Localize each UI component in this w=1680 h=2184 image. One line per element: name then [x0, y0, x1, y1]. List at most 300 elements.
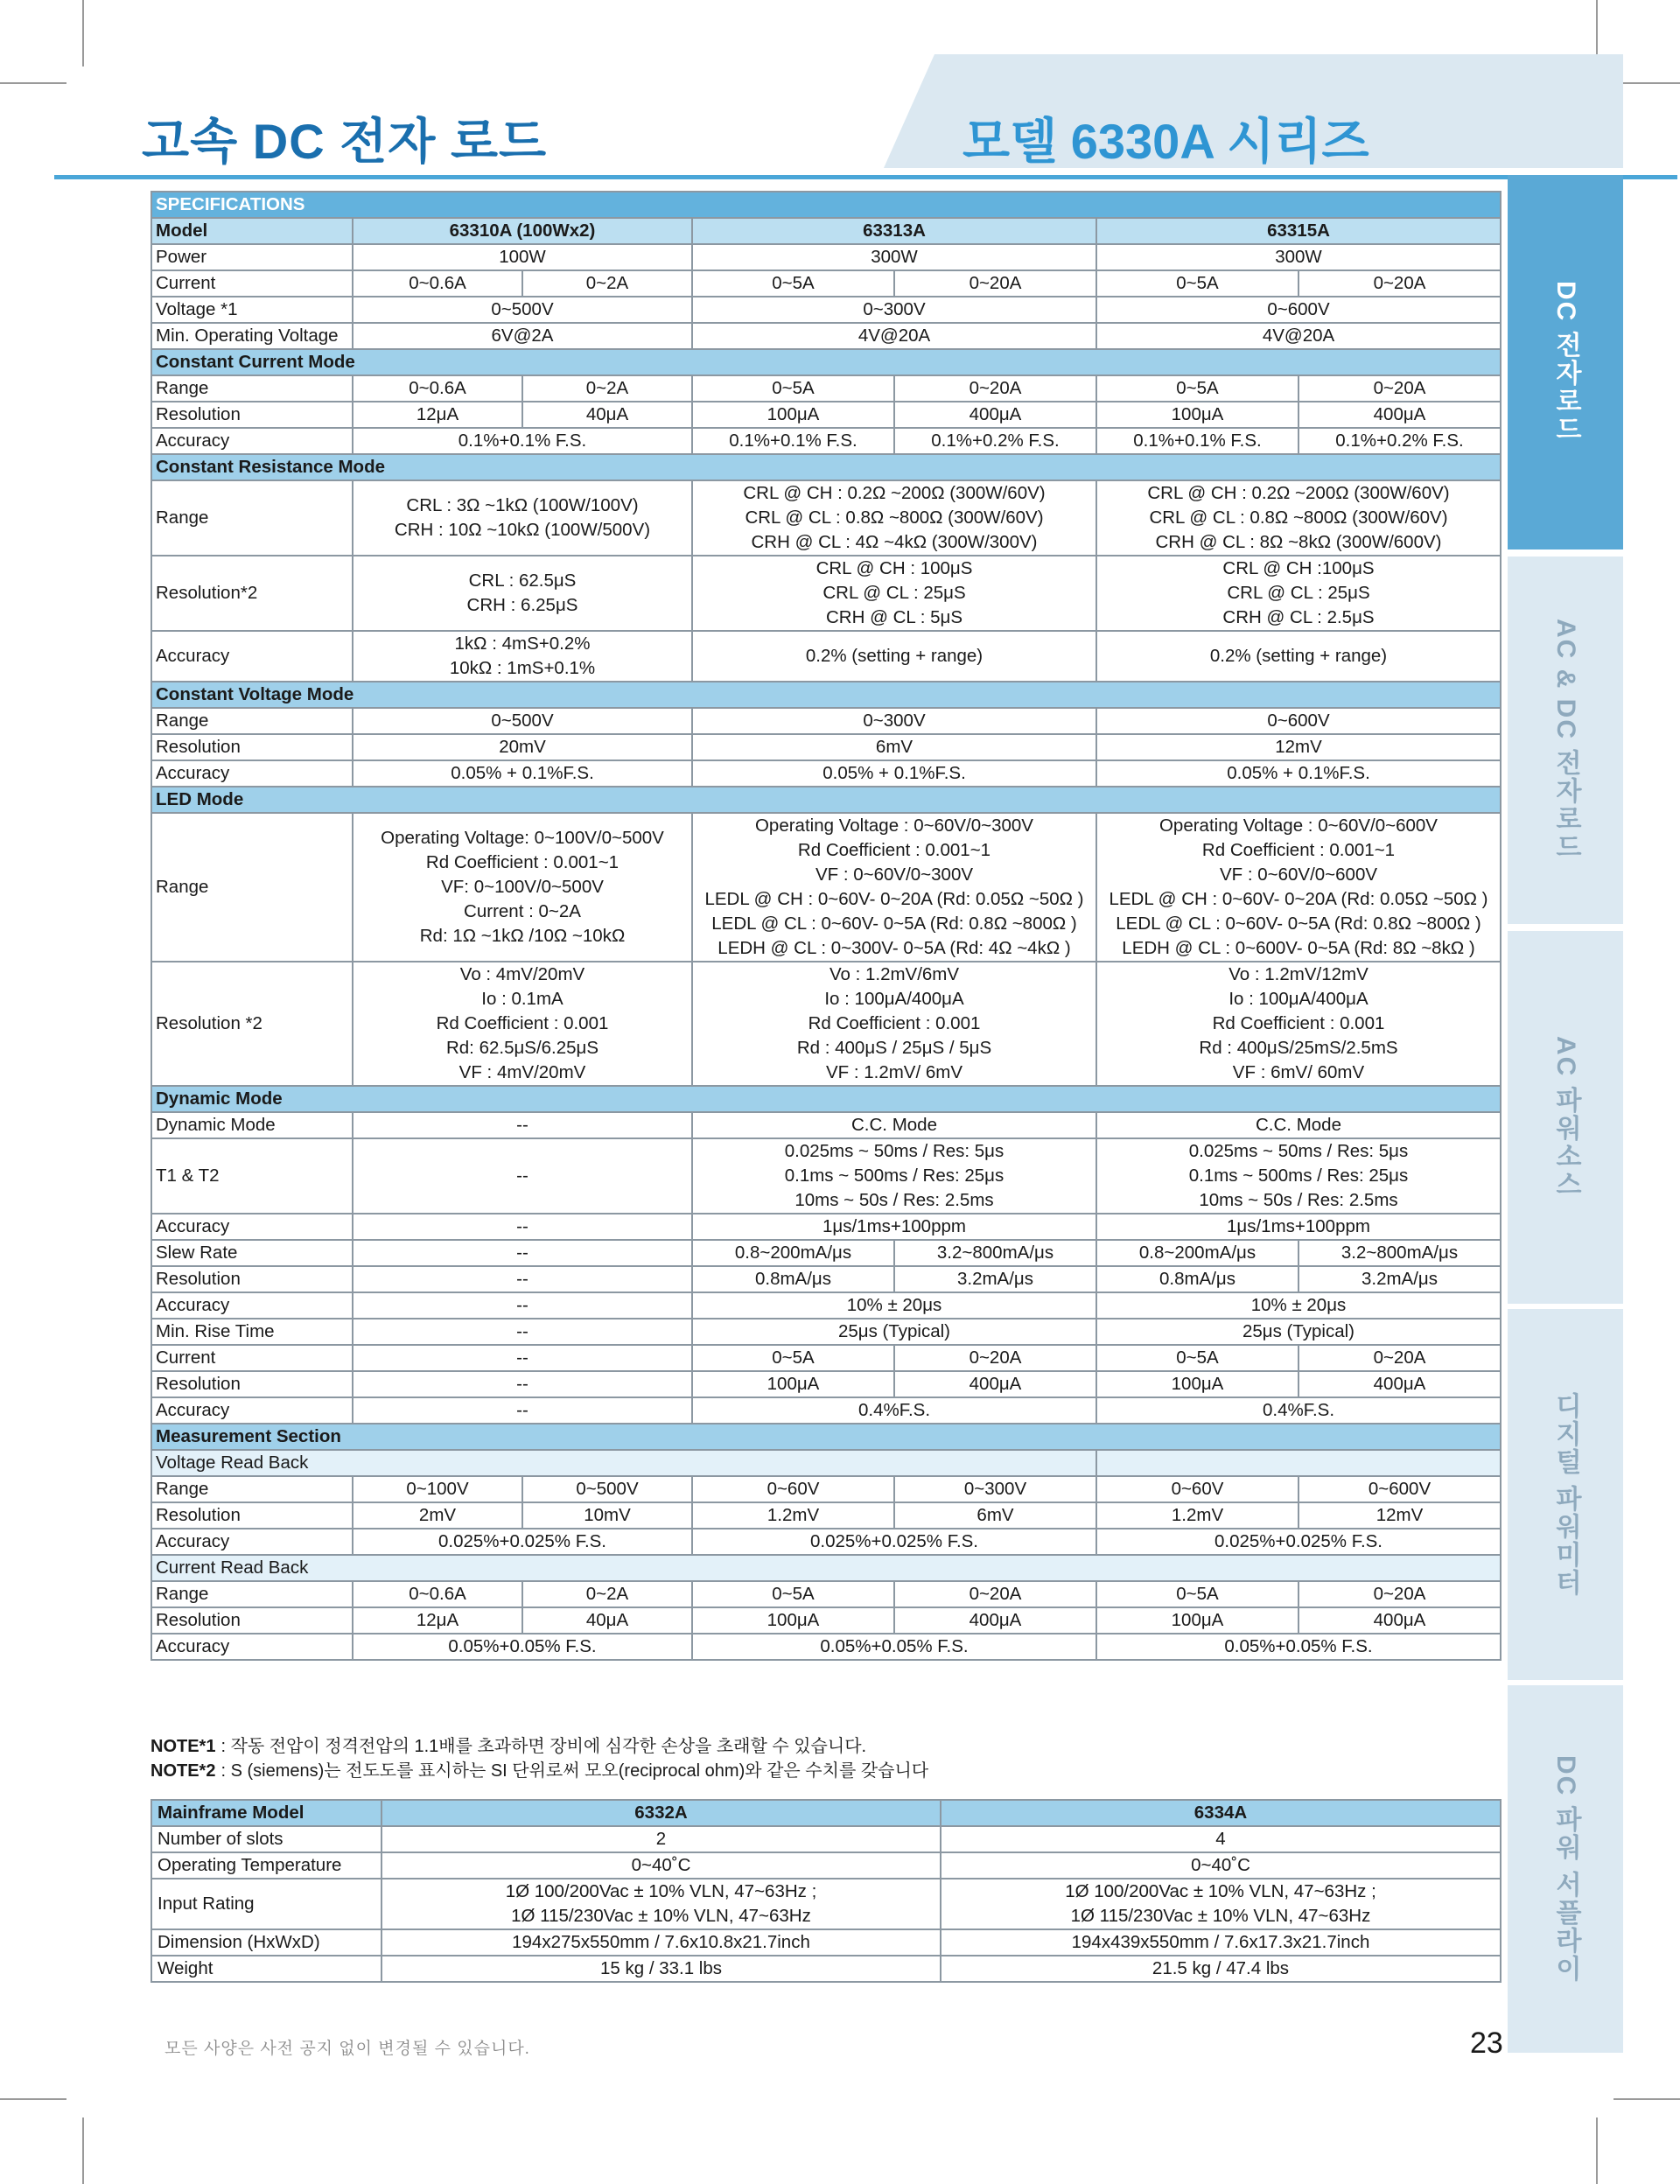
cell-line: 0.1ms ~ 500ms / Res: 25μs — [1188, 1166, 1409, 1186]
cell-line: CRL @ CL : 25μS — [822, 583, 966, 603]
mainframe-table — [150, 1799, 1502, 1983]
table-cell: 3.2~800mA/μs — [1298, 1240, 1501, 1266]
cell-line: Operating Voltage: 0~100V/0~500V — [381, 828, 664, 848]
cell-line: 1Ø 115/230Vac ± 10% VLN, 47~63Hz — [1070, 1906, 1371, 1926]
cell-line: 1Ø 100/200Vac ± 10% VLN, 47~63Hz ; — [505, 1881, 817, 1901]
cell-line: Rd Coefficient : 0.001 — [1212, 1013, 1385, 1033]
table-row — [151, 1879, 1501, 1929]
table-row — [151, 402, 1501, 428]
table-cell: 0~60V — [1096, 1476, 1298, 1502]
cell-line: CRH @ CL : 4Ω ~4kΩ (300W/300V) — [751, 532, 1038, 552]
table-row — [151, 323, 1501, 349]
table-row — [151, 1607, 1501, 1634]
row-label: Resolution — [151, 734, 353, 760]
cell-line: Vo : 4mV/20mV — [459, 964, 585, 984]
table-cell: 63315A — [1096, 218, 1501, 244]
table-cell: 100μA — [1096, 402, 1298, 428]
cell-line: 1kΩ : 4mS+0.2% — [454, 634, 591, 654]
table-cell: -- — [353, 1112, 692, 1138]
row-label: Resolution — [151, 1607, 353, 1634]
crop-mark — [1596, 2118, 1598, 2184]
table-cell: 3.2mA/μs — [1298, 1266, 1501, 1292]
table-cell: 1.2mV — [692, 1502, 894, 1529]
row-label: Accuracy — [151, 1397, 353, 1424]
table-cell: 0.05%+0.05% F.S. — [353, 1634, 692, 1660]
table-cell: Dynamic Mode — [151, 1086, 1501, 1112]
row-label: Range — [151, 813, 353, 962]
table-row — [151, 1319, 1501, 1345]
table-cell: 194x439x550mm / 7.6x17.3x21.7inch — [941, 1929, 1501, 1956]
table-cell: 0~60V — [692, 1476, 894, 1502]
table-cell: 3.2~800mA/μs — [894, 1240, 1096, 1266]
cell-line: VF : 0~60V/0~600V — [1219, 864, 1378, 885]
table-cell: 0~40˚C — [382, 1852, 941, 1879]
table-cell: 0~300V — [692, 708, 1096, 734]
row-label: Dimension (HxWxD) — [151, 1929, 382, 1956]
specifications-table — [150, 191, 1502, 1661]
cell-line: CRL @ CH :100μS — [1222, 558, 1375, 578]
table-cell: 40μA — [522, 402, 692, 428]
table-cell: 0.4%F.S. — [692, 1397, 1096, 1424]
crop-mark — [1614, 82, 1680, 84]
row-label: Range — [151, 375, 353, 402]
table-row — [151, 375, 1501, 402]
table-cell: 12mV — [1298, 1502, 1501, 1529]
table-row — [151, 1397, 1501, 1424]
cell-line: CRL @ CH : 100μS — [816, 558, 973, 578]
row-label: Voltage *1 — [151, 297, 353, 323]
cell-line: CRL : 3Ω ~1kΩ (100W/100V) — [406, 495, 639, 515]
spec-title: SPECIFICATIONS — [151, 192, 1501, 218]
table-cell — [692, 962, 1096, 1086]
cell-line: Rd Coefficient : 0.001~1 — [425, 852, 620, 872]
table-cell — [353, 480, 692, 556]
table-cell: 0.2% (setting + range) — [1096, 631, 1501, 682]
cell-line: LEDL @ CH : 0~60V- 0~20A (Rd: 0.05Ω ~50Ω ) — [1109, 889, 1488, 909]
row-label: Resolution — [151, 402, 353, 428]
row-label: Accuracy — [151, 760, 353, 787]
table-cell: 0.4%F.S. — [1096, 1397, 1501, 1424]
table-row — [151, 1450, 1501, 1476]
section-header-row — [151, 787, 1501, 813]
table-cell — [1096, 1138, 1501, 1214]
cell-line: Current : 0~2A — [464, 901, 581, 921]
row-label: Resolution*2 — [151, 556, 353, 631]
cell-line: Operating Voltage : 0~60V/0~300V — [754, 816, 1033, 836]
side-tab-1[interactable] — [1508, 175, 1623, 550]
table-cell: 0~20A — [1298, 375, 1501, 402]
table-cell: 0.05% + 0.1%F.S. — [692, 760, 1096, 787]
table-cell: 300W — [1096, 244, 1501, 270]
table-cell: 63310A (100Wx2) — [353, 218, 692, 244]
table-row — [151, 1956, 1501, 1982]
side-tab-label: AC 파워소스 — [1551, 1036, 1580, 1199]
row-label: Power — [151, 244, 353, 270]
table-cell — [1096, 813, 1501, 962]
table-cell: 0~5A — [692, 375, 894, 402]
row-label: Resolution — [151, 1502, 353, 1529]
table-cell: 12μA — [353, 1607, 522, 1634]
table-cell: 0.1%+0.2% F.S. — [894, 428, 1096, 454]
cell-line: Rd Coefficient : 0.001~1 — [797, 840, 991, 860]
note-2: NOTE*2 : S (siemens)는 전도도를 표시하는 SI 단위로써 모오(reciprocal ohm)와 같은 수치를 갖습니다 — [150, 1761, 929, 1781]
row-label: Accuracy — [151, 1292, 353, 1319]
table-cell: 3.2mA/μs — [894, 1266, 1096, 1292]
table-cell: 0~500V — [522, 1476, 692, 1502]
table-cell: Measurement Section — [151, 1424, 1501, 1450]
table-cell: -- — [353, 1214, 692, 1240]
table-cell: 0~2A — [522, 1581, 692, 1607]
table-row — [151, 1214, 1501, 1240]
row-label: Mainframe Model — [151, 1800, 382, 1826]
table-cell: -- — [353, 1266, 692, 1292]
table-cell — [692, 1138, 1096, 1214]
table-cell: 400μA — [894, 402, 1096, 428]
table-cell — [692, 556, 1096, 631]
table-row — [151, 734, 1501, 760]
table-cell: 0~300V — [894, 1476, 1096, 1502]
table-cell: 0~20A — [1298, 1345, 1501, 1371]
cell-line: CRH @ CL : 5μS — [825, 607, 963, 627]
row-label: Accuracy — [151, 631, 353, 682]
table-cell: 0.1%+0.1% F.S. — [692, 428, 894, 454]
table-cell: 10% ± 20μs — [692, 1292, 1096, 1319]
table-cell: 0.8~200mA/μs — [692, 1240, 894, 1266]
table-cell — [353, 813, 692, 962]
side-tab-4[interactable] — [1508, 1309, 1623, 1680]
row-label: Operating Temperature — [151, 1852, 382, 1879]
table-cell: 400μA — [894, 1607, 1096, 1634]
table-row — [151, 1529, 1501, 1555]
table-cell: 0.05% + 0.1%F.S. — [1096, 760, 1501, 787]
disclaimer: 모든 사양은 사전 공지 없이 변경될 수 있습니다. — [164, 2040, 530, 2058]
table-cell: 0.1%+0.1% F.S. — [353, 428, 692, 454]
row-label: Min. Rise Time — [151, 1319, 353, 1345]
cell-line: Vo : 1.2mV/12mV — [1228, 964, 1368, 984]
table-cell — [382, 1879, 941, 1929]
table-cell: 25μs (Typical) — [1096, 1319, 1501, 1345]
cell-line: VF : 4mV/20mV — [458, 1062, 586, 1082]
cell-line: CRH : 6.25μS — [466, 595, 578, 615]
crop-mark — [0, 82, 66, 84]
row-label: Current — [151, 1345, 353, 1371]
table-cell: -- — [353, 1240, 692, 1266]
table-row — [151, 556, 1501, 631]
table-cell: -- — [353, 1397, 692, 1424]
table-cell: 100μA — [692, 1607, 894, 1634]
table-row — [151, 428, 1501, 454]
row-label: Number of slots — [151, 1826, 382, 1852]
row-label: Model — [151, 218, 353, 244]
row-label: Resolution — [151, 1371, 353, 1397]
table-cell: 12μA — [353, 402, 522, 428]
table-cell: 0.8~200mA/μs — [1096, 1240, 1298, 1266]
section-header-row — [151, 454, 1501, 480]
row-label: Resolution *2 — [151, 962, 353, 1086]
table-cell — [353, 556, 692, 631]
table-row — [151, 708, 1501, 734]
table-cell: 0~20A — [1298, 270, 1501, 297]
table-cell: 0.05%+0.05% F.S. — [1096, 1634, 1501, 1660]
cell-line: Rd : 400μS / 25μS / 5μS — [796, 1038, 992, 1058]
cell-line: CRL @ CH : 0.2Ω ~200Ω (300W/60V) — [1147, 483, 1450, 503]
table-row — [151, 1138, 1501, 1214]
cell-line: Operating Voltage : 0~60V/0~600V — [1158, 816, 1438, 836]
cell-line: 1Ø 100/200Vac ± 10% VLN, 47~63Hz ; — [1065, 1881, 1376, 1901]
table-row — [151, 1266, 1501, 1292]
cell-line: Rd: 62.5μS/6.25μS — [445, 1038, 599, 1058]
row-label: Input Rating — [151, 1879, 382, 1929]
row-label: Weight — [151, 1956, 382, 1982]
table-row — [151, 1240, 1501, 1266]
table-cell: 0~5A — [1096, 375, 1298, 402]
table-row — [151, 270, 1501, 297]
table-cell: 0~600V — [1096, 297, 1501, 323]
table-cell: 0~5A — [692, 270, 894, 297]
table-cell: 0~5A — [692, 1581, 894, 1607]
table-cell: 12mV — [1096, 734, 1501, 760]
table-cell: 0.025%+0.025% F.S. — [353, 1529, 692, 1555]
row-label: Range — [151, 1581, 353, 1607]
row-label: Range — [151, 708, 353, 734]
table-cell: 1.2mV — [1096, 1502, 1298, 1529]
cell-line: VF : 0~60V/0~300V — [815, 864, 974, 885]
table-row — [151, 813, 1501, 962]
table-cell: 20mV — [353, 734, 692, 760]
table-cell: 63313A — [692, 218, 1096, 244]
table-cell: 0~5A — [1096, 1345, 1298, 1371]
side-tab-label: 디지털 파워미터 — [1551, 1391, 1580, 1598]
table-cell: 100μA — [692, 402, 894, 428]
table-row — [151, 760, 1501, 787]
table-cell: 2 — [382, 1826, 941, 1852]
table-cell: -- — [353, 1138, 692, 1214]
row-label: Slew Rate — [151, 1240, 353, 1266]
table-cell: 400μA — [1298, 402, 1501, 428]
table-cell: 0~40˚C — [941, 1852, 1501, 1879]
table-cell: 0~500V — [353, 297, 692, 323]
cell-line: Rd Coefficient : 0.001 — [808, 1013, 981, 1033]
table-cell: 400μA — [894, 1371, 1096, 1397]
cell-line: LEDL @ CL : 0~60V- 0~5A (Rd: 0.8Ω ~800Ω ) — [711, 914, 1077, 934]
table-cell: 0.05% + 0.1%F.S. — [353, 760, 692, 787]
table-cell: 0~2A — [522, 375, 692, 402]
notes — [150, 1734, 928, 1783]
table-cell: 100μA — [692, 1371, 894, 1397]
table-cell: 0~600V — [1298, 1476, 1501, 1502]
table-cell: 6V@2A — [353, 323, 692, 349]
cell-line: Rd : 400μS/25mS/2.5mS — [1199, 1038, 1398, 1058]
side-tab-label: DC 파워 서플라이 — [1551, 1755, 1580, 1983]
table-cell: 100μA — [1096, 1607, 1298, 1634]
row-label: Resolution — [151, 1266, 353, 1292]
table-cell: 6mV — [894, 1502, 1096, 1529]
row-label: Accuracy — [151, 1634, 353, 1660]
cell-line: Vo : 1.2mV/6mV — [829, 964, 960, 984]
table-row — [151, 218, 1501, 244]
table-row — [151, 631, 1501, 682]
cell-line: Io : 0.1mA — [481, 989, 564, 1009]
crop-mark — [0, 2098, 66, 2100]
table-cell: 0.05%+0.05% F.S. — [692, 1634, 1096, 1660]
table-cell: 0~500V — [353, 708, 692, 734]
table-cell: 0~5A — [692, 1345, 894, 1371]
table-cell: 0.2% (setting + range) — [692, 631, 1096, 682]
table-cell: 0~5A — [1096, 270, 1298, 297]
table-cell: 0~20A — [1298, 1581, 1501, 1607]
side-tab-label: AC & DC 전자로드 — [1551, 619, 1580, 862]
table-cell: 0~20A — [894, 270, 1096, 297]
table-cell: 0~20A — [894, 1581, 1096, 1607]
table-cell: 0~0.6A — [353, 1581, 522, 1607]
cell-line: CRL @ CH : 0.2Ω ~200Ω (300W/60V) — [743, 483, 1046, 503]
section-header-row — [151, 349, 1501, 375]
table-cell: C.C. Mode — [1096, 1112, 1501, 1138]
table-cell — [353, 631, 692, 682]
table-cell: Constant Current Mode — [151, 349, 1501, 375]
crop-mark — [82, 0, 84, 66]
cell-line: Io : 100μA/400μA — [1228, 989, 1368, 1009]
table-row — [151, 1800, 1501, 1826]
table-cell: 0.1%+0.1% F.S. — [1096, 428, 1298, 454]
cell-line: 10kΩ : 1mS+0.1% — [449, 658, 596, 678]
section-header-row — [151, 682, 1501, 708]
row-label: Range — [151, 1476, 353, 1502]
table-row — [151, 1371, 1501, 1397]
side-tab-3[interactable] — [1508, 931, 1623, 1304]
table-cell: 4 — [941, 1826, 1501, 1852]
cell-line: CRH @ CL : 2.5μS — [1222, 607, 1375, 627]
cell-line: 0.025ms ~ 50ms / Res: 5μs — [784, 1141, 1004, 1161]
row-label: Accuracy — [151, 1214, 353, 1240]
table-cell: 0.8mA/μs — [1096, 1266, 1298, 1292]
row-label: Accuracy — [151, 1529, 353, 1555]
table-cell: 0.1%+0.2% F.S. — [1298, 428, 1501, 454]
table-cell — [1096, 962, 1501, 1086]
table-cell: Constant Voltage Mode — [151, 682, 1501, 708]
cell-line: CRL @ CL : 25μS — [1227, 583, 1370, 603]
cell-line: VF : 6mV/ 60mV — [1232, 1062, 1365, 1082]
table-cell: 6334A — [941, 1800, 1501, 1826]
header-rule — [54, 175, 1677, 179]
table-cell: 1μs/1ms+100ppm — [1096, 1214, 1501, 1240]
cell-line: LEDL @ CL : 0~60V- 0~5A (Rd: 0.8Ω ~800Ω ) — [1116, 914, 1481, 934]
table-cell: 15 kg / 33.1 lbs — [382, 1956, 941, 1982]
table-cell — [692, 813, 1096, 962]
table-cell — [692, 480, 1096, 556]
row-label: Accuracy — [151, 428, 353, 454]
cell-line: CRH : 10Ω ~10kΩ (100W/500V) — [394, 520, 651, 540]
table-cell: 194x275x550mm / 7.6x10.8x21.7inch — [382, 1929, 941, 1956]
cell-line: LEDL @ CH : 0~60V- 0~20A (Rd: 0.05Ω ~50Ω ) — [704, 889, 1084, 909]
table-row — [151, 1929, 1501, 1956]
note-1: NOTE*1 : 작동 전압이 정격전압의 1.1배를 초과하면 장비에 심각한 손상을 초래할 수 있습니다. — [150, 1737, 867, 1756]
table-cell: -- — [353, 1345, 692, 1371]
table-cell: 0.025%+0.025% F.S. — [692, 1529, 1096, 1555]
series-title: 모델 6330A 시리즈 — [962, 114, 1369, 169]
cell-line: CRL @ CL : 0.8Ω ~800Ω (300W/60V) — [1149, 508, 1448, 528]
cell-line: Io : 100μA/400μA — [824, 989, 964, 1009]
cell-line: Rd Coefficient : 0.001~1 — [1201, 840, 1396, 860]
side-tab-5[interactable] — [1508, 1685, 1623, 2053]
table-row — [151, 480, 1501, 556]
cell-line: 0.025ms ~ 50ms / Res: 5μs — [1188, 1141, 1409, 1161]
table-cell: 0~2A — [522, 270, 692, 297]
cell-line: 10ms ~ 50s / Res: 2.5ms — [1199, 1190, 1398, 1210]
row-label: Current Read Back — [151, 1555, 1501, 1581]
section-header-row — [151, 1424, 1501, 1450]
table-row — [151, 1826, 1501, 1852]
table-row — [151, 1476, 1501, 1502]
table-row — [151, 1292, 1501, 1319]
table-cell: 0~20A — [894, 1345, 1096, 1371]
page-title: 고속 DC 전자 로드 — [142, 114, 548, 169]
table-row — [151, 1555, 1501, 1581]
cell-line: 1Ø 115/230Vac ± 10% VLN, 47~63Hz — [511, 1906, 811, 1926]
row-label: Min. Operating Voltage — [151, 323, 353, 349]
table-cell: 0.8mA/μs — [692, 1266, 894, 1292]
table-row — [151, 962, 1501, 1086]
table-row — [151, 1345, 1501, 1371]
table-cell: 400μA — [1298, 1607, 1501, 1634]
table-cell — [353, 962, 692, 1086]
cell-line: LEDH @ CL : 0~600V- 0~5A (Rd: 8Ω ~8kΩ ) — [1122, 938, 1475, 958]
table-cell: 1μs/1ms+100ppm — [692, 1214, 1096, 1240]
cell-line: 0.1ms ~ 500ms / Res: 25μs — [784, 1166, 1004, 1186]
table-cell: 40μA — [522, 1607, 692, 1634]
table-row — [151, 1634, 1501, 1660]
cell-line: Rd: 1Ω ~1kΩ /10Ω ~10kΩ — [419, 926, 626, 946]
table-cell: 10% ± 20μs — [1096, 1292, 1501, 1319]
table-cell: 4V@20A — [692, 323, 1096, 349]
table-cell — [1096, 1450, 1501, 1476]
page-number: 23 — [1470, 2026, 1503, 2060]
table-row — [151, 244, 1501, 270]
table-cell: 2mV — [353, 1502, 522, 1529]
table-cell: LED Mode — [151, 787, 1501, 813]
cell-line: VF: 0~100V/0~500V — [441, 877, 604, 897]
cell-line: LEDH @ CL : 0~300V- 0~5A (Rd: 4Ω ~4kΩ ) — [718, 938, 1071, 958]
table-row — [151, 1502, 1501, 1529]
table-cell: -- — [353, 1371, 692, 1397]
row-label: T1 & T2 — [151, 1138, 353, 1214]
cell-line: Rd Coefficient : 0.001 — [436, 1013, 609, 1033]
row-label: Current — [151, 270, 353, 297]
table-cell: 300W — [692, 244, 1096, 270]
table-row — [151, 1581, 1501, 1607]
table-cell: 10mV — [522, 1502, 692, 1529]
side-tab-2[interactable] — [1508, 556, 1623, 924]
cell-line: CRL @ CL : 0.8Ω ~800Ω (300W/60V) — [745, 508, 1044, 528]
table-cell: 4V@20A — [1096, 323, 1501, 349]
table-cell: 25μs (Typical) — [692, 1319, 1096, 1345]
table-cell: 21.5 kg / 47.4 lbs — [941, 1956, 1501, 1982]
table-cell: 100μA — [1096, 1371, 1298, 1397]
table-cell: 0~600V — [1096, 708, 1501, 734]
section-header-row — [151, 1086, 1501, 1112]
table-cell: Constant Resistance Mode — [151, 454, 1501, 480]
cell-line: CRH @ CL : 8Ω ~8kΩ (300W/600V) — [1155, 532, 1442, 552]
table-cell — [1096, 480, 1501, 556]
table-cell: 0~0.6A — [353, 375, 522, 402]
table-cell: 6332A — [382, 1800, 941, 1826]
table-cell: 0.025%+0.025% F.S. — [1096, 1529, 1501, 1555]
table-row — [151, 297, 1501, 323]
table-cell — [1096, 556, 1501, 631]
table-cell: 0~0.6A — [353, 270, 522, 297]
row-label: Voltage Read Back — [151, 1450, 1096, 1476]
crop-mark — [82, 2118, 84, 2184]
